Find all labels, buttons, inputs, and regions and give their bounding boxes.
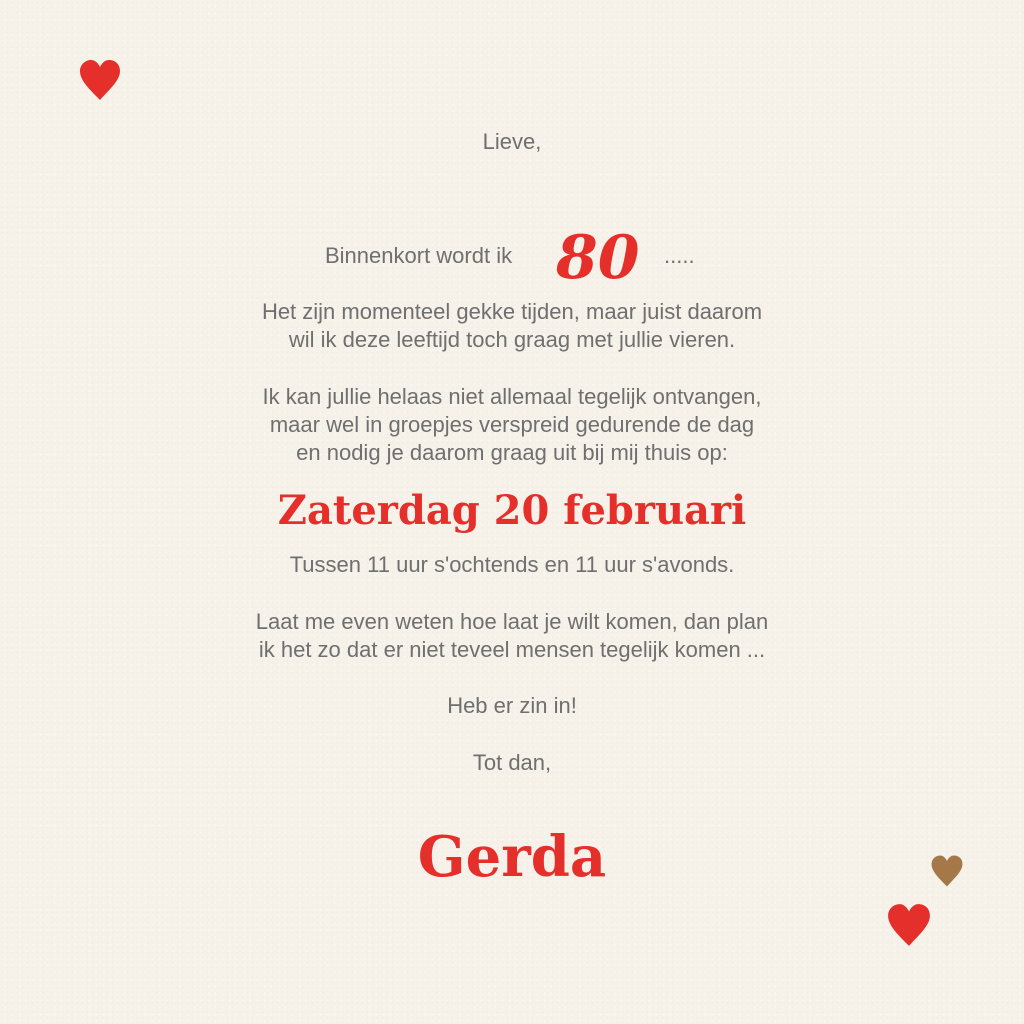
event-date: Zaterdag 20 februari (277, 487, 747, 534)
heart-icon (78, 58, 122, 102)
signature: Gerda (417, 824, 607, 890)
age-row (0, 223, 1024, 294)
age-number: 80 (556, 223, 640, 293)
paragraph-line: Laat me even weten hoe laat je wilt komen, dan plan (255, 609, 769, 634)
closing-line: Heb er zin in! (447, 693, 577, 718)
intro-ellipsis: ..... (664, 243, 695, 268)
paragraph-line: wil ik deze leeftijd toch graag met jullie vieren. (288, 327, 736, 352)
closing-line: Tot dan, (472, 750, 552, 775)
paragraph-line: ik het zo dat er niet teveel mensen tegelijk komen ... (258, 637, 766, 662)
intro-text: Binnenkort wordt ik (325, 243, 513, 268)
event-time: Tussen 11 uur s'ochtends en 11 uur s'avonds. (289, 552, 735, 577)
paragraph-line: Het zijn momenteel gekke tijden, maar juist daarom (261, 299, 763, 324)
paragraph-line: maar wel in groepjes verspreid gedurende de dag (269, 412, 755, 437)
paragraph-line: Ik kan jullie helaas niet allemaal tegelijk ontvangen, (262, 384, 762, 409)
paragraph-line: en nodig je daarom graag uit bij mij thuis op: (296, 440, 728, 465)
greeting: Lieve, (482, 129, 542, 154)
heart-icon (886, 902, 932, 948)
